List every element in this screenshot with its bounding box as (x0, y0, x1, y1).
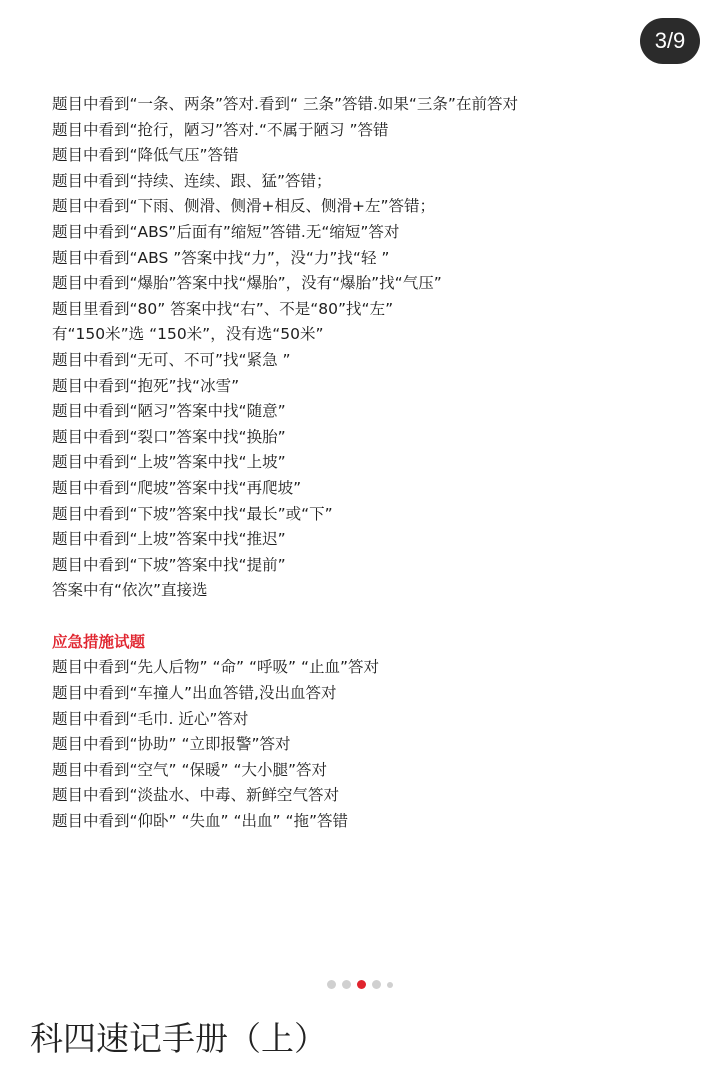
tip-line: 题目中看到“上坡”答案中找“上坡” (52, 453, 286, 472)
carousel-dot[interactable] (372, 980, 381, 989)
tip-line: 答案中有“依次”直接选 (52, 581, 208, 600)
tip-line: 题目中看到“无可、不可”找“紧急 ” (52, 350, 291, 369)
tip-line: 题目中看到“抱死”找“冰雪” (52, 376, 240, 395)
emergency-tip-line: 题目中看到“空气” “保暖” “大小腿”答对 (52, 760, 328, 779)
tip-line: 题目中看到“上坡”答案中找“推迟” (52, 530, 286, 549)
carousel-dot[interactable] (342, 980, 351, 989)
tip-line: 题目中看到“裂口”答案中找“换胎” (52, 427, 286, 446)
tip-line: 有“150米”选 “150米”，没有选“50米” (52, 325, 324, 344)
tip-line: 题目中看到“降低气压”答错 (52, 146, 239, 165)
tip-line: 题目中看到“ABS”后面有”缩短”答错.无“缩短”答对 (52, 222, 400, 241)
tips-list (52, 92, 692, 604)
tip-line: 题目中看到“爆胎”答案中找“爆胎”，没有“爆胎”找“气压” (52, 274, 442, 293)
tip-line: 题目中看到“一条、两条”答对.看到“ 三条”答错.如果“三条”在前答对 (52, 95, 518, 113)
page-counter-badge: 3/9 (640, 18, 700, 64)
note-content (52, 92, 692, 835)
tip-line: 题目中看到“陋习”答案中找“随意” (52, 402, 286, 421)
tip-line: 题目中看到“下坡”答案中找“提前” (52, 555, 286, 574)
post-title: 科四速记手册（上） (30, 1019, 327, 1058)
emergency-tip-line: 题目中看到“仰卧” “失血” “出血” “拖”答错 (52, 812, 349, 831)
emergency-tip-line: 题目中看到“毛巾. 近心”答对 (52, 709, 249, 728)
emergency-tip-line: 题目中看到“协助” “立即报警”答对 (52, 735, 291, 754)
carousel-dot-active[interactable] (357, 980, 366, 989)
tip-line: 题目中看到“抢行，陋习”答对.“不属于陋习 ”答错 (52, 120, 389, 139)
carousel-indicator (0, 980, 720, 989)
emergency-tip-line: 题目中看到“车撞人”出血答错,没出血答对 (52, 684, 337, 703)
emergency-tip-line: 题目中看到“先人后物” “命” “呼吸” “止血”答对 (52, 658, 380, 677)
section-spacer (52, 604, 692, 630)
emergency-tips-list (52, 655, 692, 834)
tip-line: 题目中看到“ABS ”答案中找“力”，没“力”找“轻 ” (52, 248, 390, 267)
tip-line: 题目里看到“80” 答案中找“右”、不是“80”找“左” (52, 299, 394, 318)
section-title-emergency: 应急措施试题 (52, 632, 146, 651)
carousel-dot[interactable] (327, 980, 336, 989)
tip-line: 题目中看到“爬坡”答案中找“再爬坡” (52, 478, 302, 497)
carousel-dot[interactable] (387, 982, 393, 988)
emergency-tip-line: 题目中看到“淡盐水、中毒、新鲜空气答对 (52, 786, 340, 805)
tip-line: 题目中看到“下雨、侧滑、侧滑+相反、侧滑+左”答错； (52, 197, 436, 216)
tip-line: 题目中看到“持续、连续、跟、猛”答错； (52, 171, 332, 190)
tip-line: 题目中看到“下坡”答案中找“最长”或“下” (52, 504, 333, 523)
